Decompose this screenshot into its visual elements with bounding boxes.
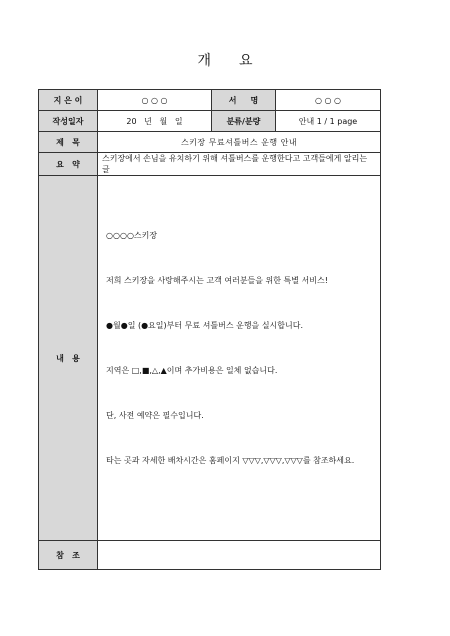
name-value: ○ ○ ○: [276, 90, 381, 111]
content-line-2: 저희 스키장을 사랑해주시는 고객 여러분들을 위한 특별 서비스!: [106, 276, 328, 285]
author-value: ○ ○ ○: [98, 90, 212, 111]
title-char-2: 요: [239, 53, 253, 69]
summary-label: 요 약: [39, 153, 98, 176]
date-label: 작성일자: [39, 111, 98, 132]
title-char-1: 개: [197, 53, 211, 69]
category-value: 안내 1 / 1 page: [276, 111, 381, 132]
content-line-4: 지역은 □,■,△,▲이며 추가비용은 일체 없습니다.: [106, 366, 278, 375]
form-row-subject: [39, 132, 381, 153]
author-label: 지 은 이: [39, 90, 98, 111]
overview-form: [38, 89, 381, 570]
form-row-content: [39, 176, 381, 541]
reference-label: 참 조: [39, 541, 98, 570]
subject-value: 스키장 무료셔틀버스 운행 안내: [98, 132, 381, 153]
content-body: [98, 176, 381, 541]
form-row-author: [39, 90, 381, 111]
form-row-summary: [39, 153, 381, 176]
name-label: 서 명: [212, 90, 276, 111]
content-line-6: 타는 곳과 자세한 배차시간은 홈페이지 ▽▽▽,▽▽▽,▽▽▽를 참조하세요.: [106, 456, 355, 465]
document-title: [0, 50, 450, 70]
content-line-1: ○○○○스키장: [106, 231, 158, 240]
reference-value: [98, 541, 381, 570]
summary-value: 스키장에서 손님을 유치하기 위해 셔틀버스를 운행한다고 고객들에게 알리는 글: [98, 153, 381, 176]
form-row-date: [39, 111, 381, 132]
content-line-5: 단, 사전 예약은 필수입니다.: [106, 411, 204, 420]
form-row-reference: [39, 541, 381, 570]
content-line-3: ●월●일 (●요일)부터 무료 셔틀버스 운행을 실시합니다.: [106, 321, 303, 330]
category-label: 분류/분량: [212, 111, 276, 132]
date-value: 20 년 월 일: [98, 111, 212, 132]
content-label: 내 용: [39, 176, 98, 541]
subject-label: 제 목: [39, 132, 98, 153]
